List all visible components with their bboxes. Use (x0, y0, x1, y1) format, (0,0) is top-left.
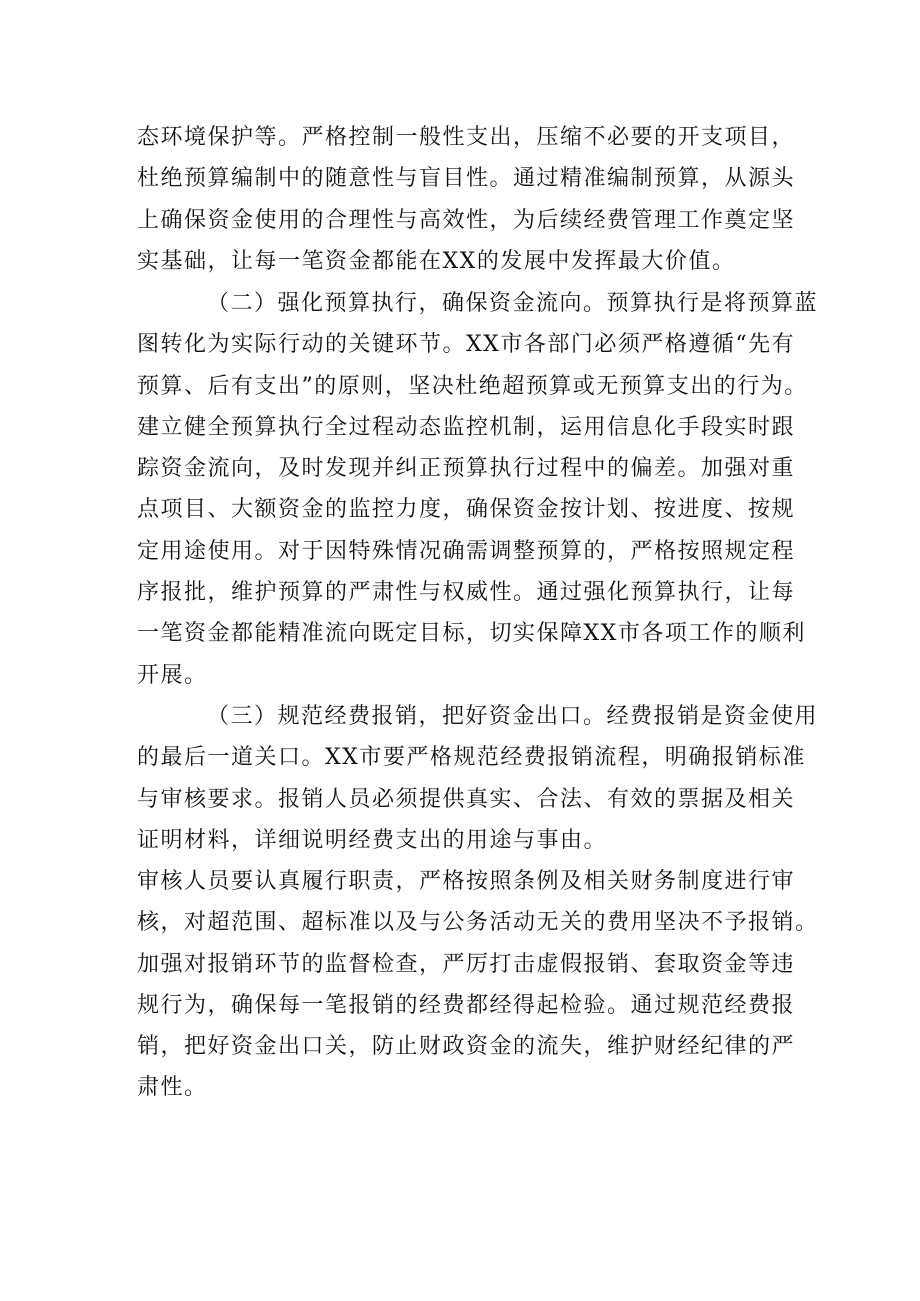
text-line: 建立健全预算执行全过程动态监控机制，运用信息化手段实时跟 (137, 414, 796, 440)
text-line: （三）规范经费报销，把好资金出口。经费报销是资金使用 (207, 704, 819, 729)
text-line: 点项目、大额资金的监控力度，确保资金按计划、按进度、按规 (137, 497, 796, 523)
paragraph-4 (137, 861, 819, 1109)
text-line: 肃性。 (137, 1075, 208, 1101)
text-line: 一笔资金都能精准流向既定目标，切实保障XX市各项工作的顺利 (137, 621, 806, 647)
text-line: 销，把好资金出口关，防止财政资金的流失，维护财经纪律的严 (137, 1034, 796, 1060)
text-line: 态环境保护等。严格控制一般性支出，压缩不必要的开支项目， (137, 125, 796, 150)
text-line: 图转化为实际行动的关键环节。XX市各部门必须严格遵循“先有 (137, 332, 796, 358)
text-line: 上确保资金使用的合理性与高效性，为后续经费管理工作奠定坚 (137, 207, 796, 233)
text-line: 预算、后有支出”的原则，坚决杜绝超预算或无预算支出的行为。 (137, 373, 808, 399)
text-line: 实基础，让每一笔资金都能在XX的发展中发挥最大价值。 (137, 248, 736, 274)
text-line: 与审核要求。报销人员必须提供真实、合法、有效的票据及相关 (137, 786, 796, 812)
paragraph-2 (137, 283, 819, 696)
text-line: 规行为，确保每一笔报销的经费都经得起检验。通过规范经费报 (137, 992, 796, 1018)
text-line: 审核人员要认真履行职责，严格按照条例及相关财务制度进行审 (137, 869, 796, 894)
paragraph-1 (137, 117, 797, 282)
text-line: 开展。 (137, 662, 208, 688)
text-line: 序报批，维护预算的严肃性与权威性。通过强化预算执行，让每 (137, 580, 796, 606)
paragraph-3 (137, 696, 819, 861)
text-line: 杜绝预算编制中的随意性与盲目性。通过精准编制预算，从源头 (137, 166, 796, 192)
text-line: 证明材料，详细说明经费支出的用途与事由。 (137, 827, 608, 853)
text-line: 踪资金流向，及时发现并纠正预算执行过程中的偏差。加强对重 (137, 456, 796, 482)
text-line: 定用途使用。对于因特殊情况确需调整预算的，严格按照规定程 (137, 538, 796, 564)
text-line: 加强对报销环节的监督检查，严厉打击虚假报销、套取资金等违 (137, 951, 796, 977)
text-line: （二）强化预算执行，确保资金流向。预算执行是将预算蓝 (207, 291, 819, 316)
text-line: 的最后一道关口。XX市要严格规范经费报销流程，明确报销标准 (137, 745, 806, 771)
text-line: 核，对超范围、超标准以及与公务活动无关的费用坚决不予报销。 (137, 910, 819, 936)
